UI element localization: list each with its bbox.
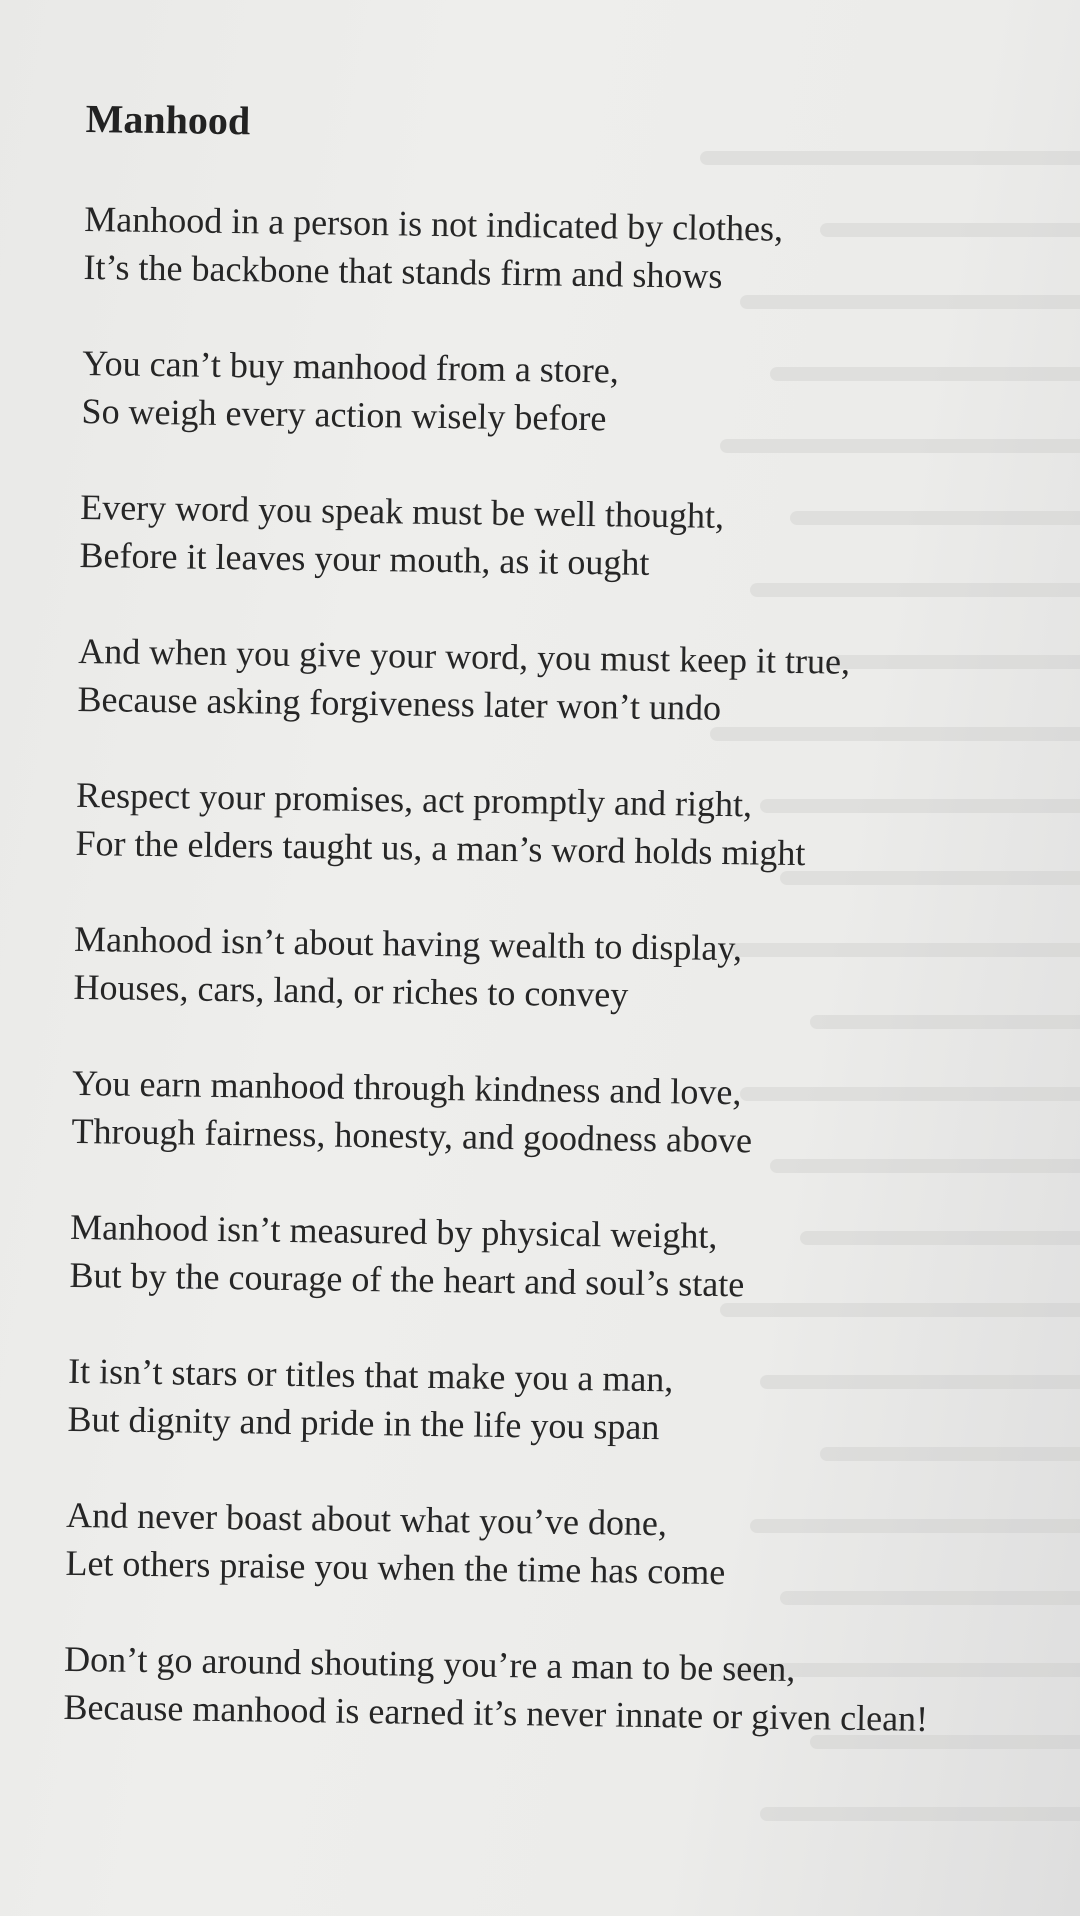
stanza: [83, 195, 1044, 304]
poem-line: Respect your promises, act promptly and right,: [75, 774, 753, 825]
stanza: [77, 627, 1038, 736]
poem-line: Every word you speak must be well thought,: [79, 486, 725, 536]
poem-line: Because asking forgiveness later won’t undo: [77, 678, 722, 728]
stanza: [65, 1491, 1026, 1600]
poem-line: Before it leaves your mouth, as it ought: [79, 534, 650, 583]
poem-line: Houses, cars, land, or riches to convey: [73, 966, 629, 1015]
poem-line: So weigh every action wisely before: [81, 390, 607, 439]
poem-line: But by the courage of the heart and soul’s state: [69, 1254, 745, 1305]
stanza: [69, 1203, 1030, 1312]
poem-line: Because manhood is earned it’s never innate or given clean!: [63, 1686, 929, 1739]
poem-line: Manhood isn’t measured by physical weight,: [69, 1206, 718, 1256]
stanza: [71, 1059, 1032, 1168]
stanza: [81, 339, 1042, 448]
poem-line: Manhood isn’t about having wealth to display,: [73, 918, 743, 969]
poem-line: It isn’t stars or titles that make you a man,: [67, 1350, 674, 1400]
poem-line: And never boast about what you’ve done,: [65, 1494, 668, 1544]
poem: [62, 95, 1045, 1792]
poem-line: It’s the backbone that stands firm and shows: [83, 246, 723, 296]
poem-line: And when you give your word, you must keep it true,: [77, 630, 851, 682]
poem-title: Manhood: [85, 95, 251, 144]
stanza: [75, 771, 1036, 880]
stanza: [67, 1347, 1028, 1456]
poem-line: You earn manhood through kindness and love,: [71, 1062, 742, 1113]
stanza: [73, 915, 1034, 1024]
poem-line: Let others praise you when the time has come: [65, 1542, 726, 1593]
stanza: [63, 1635, 1024, 1744]
poem-line: But dignity and pride in the life you span: [67, 1398, 660, 1448]
poem-line: Through fairness, honesty, and goodness above: [71, 1110, 753, 1161]
stanza: [79, 483, 1040, 592]
poem-line: Manhood in a person is not indicated by clothes,: [83, 198, 784, 249]
poem-line: For the elders taught us, a man’s word holds might: [75, 822, 806, 874]
poem-line: Don’t go around shouting you’re a man to be seen,: [63, 1638, 796, 1690]
poem-line: You can’t buy manhood from a store,: [81, 342, 620, 391]
